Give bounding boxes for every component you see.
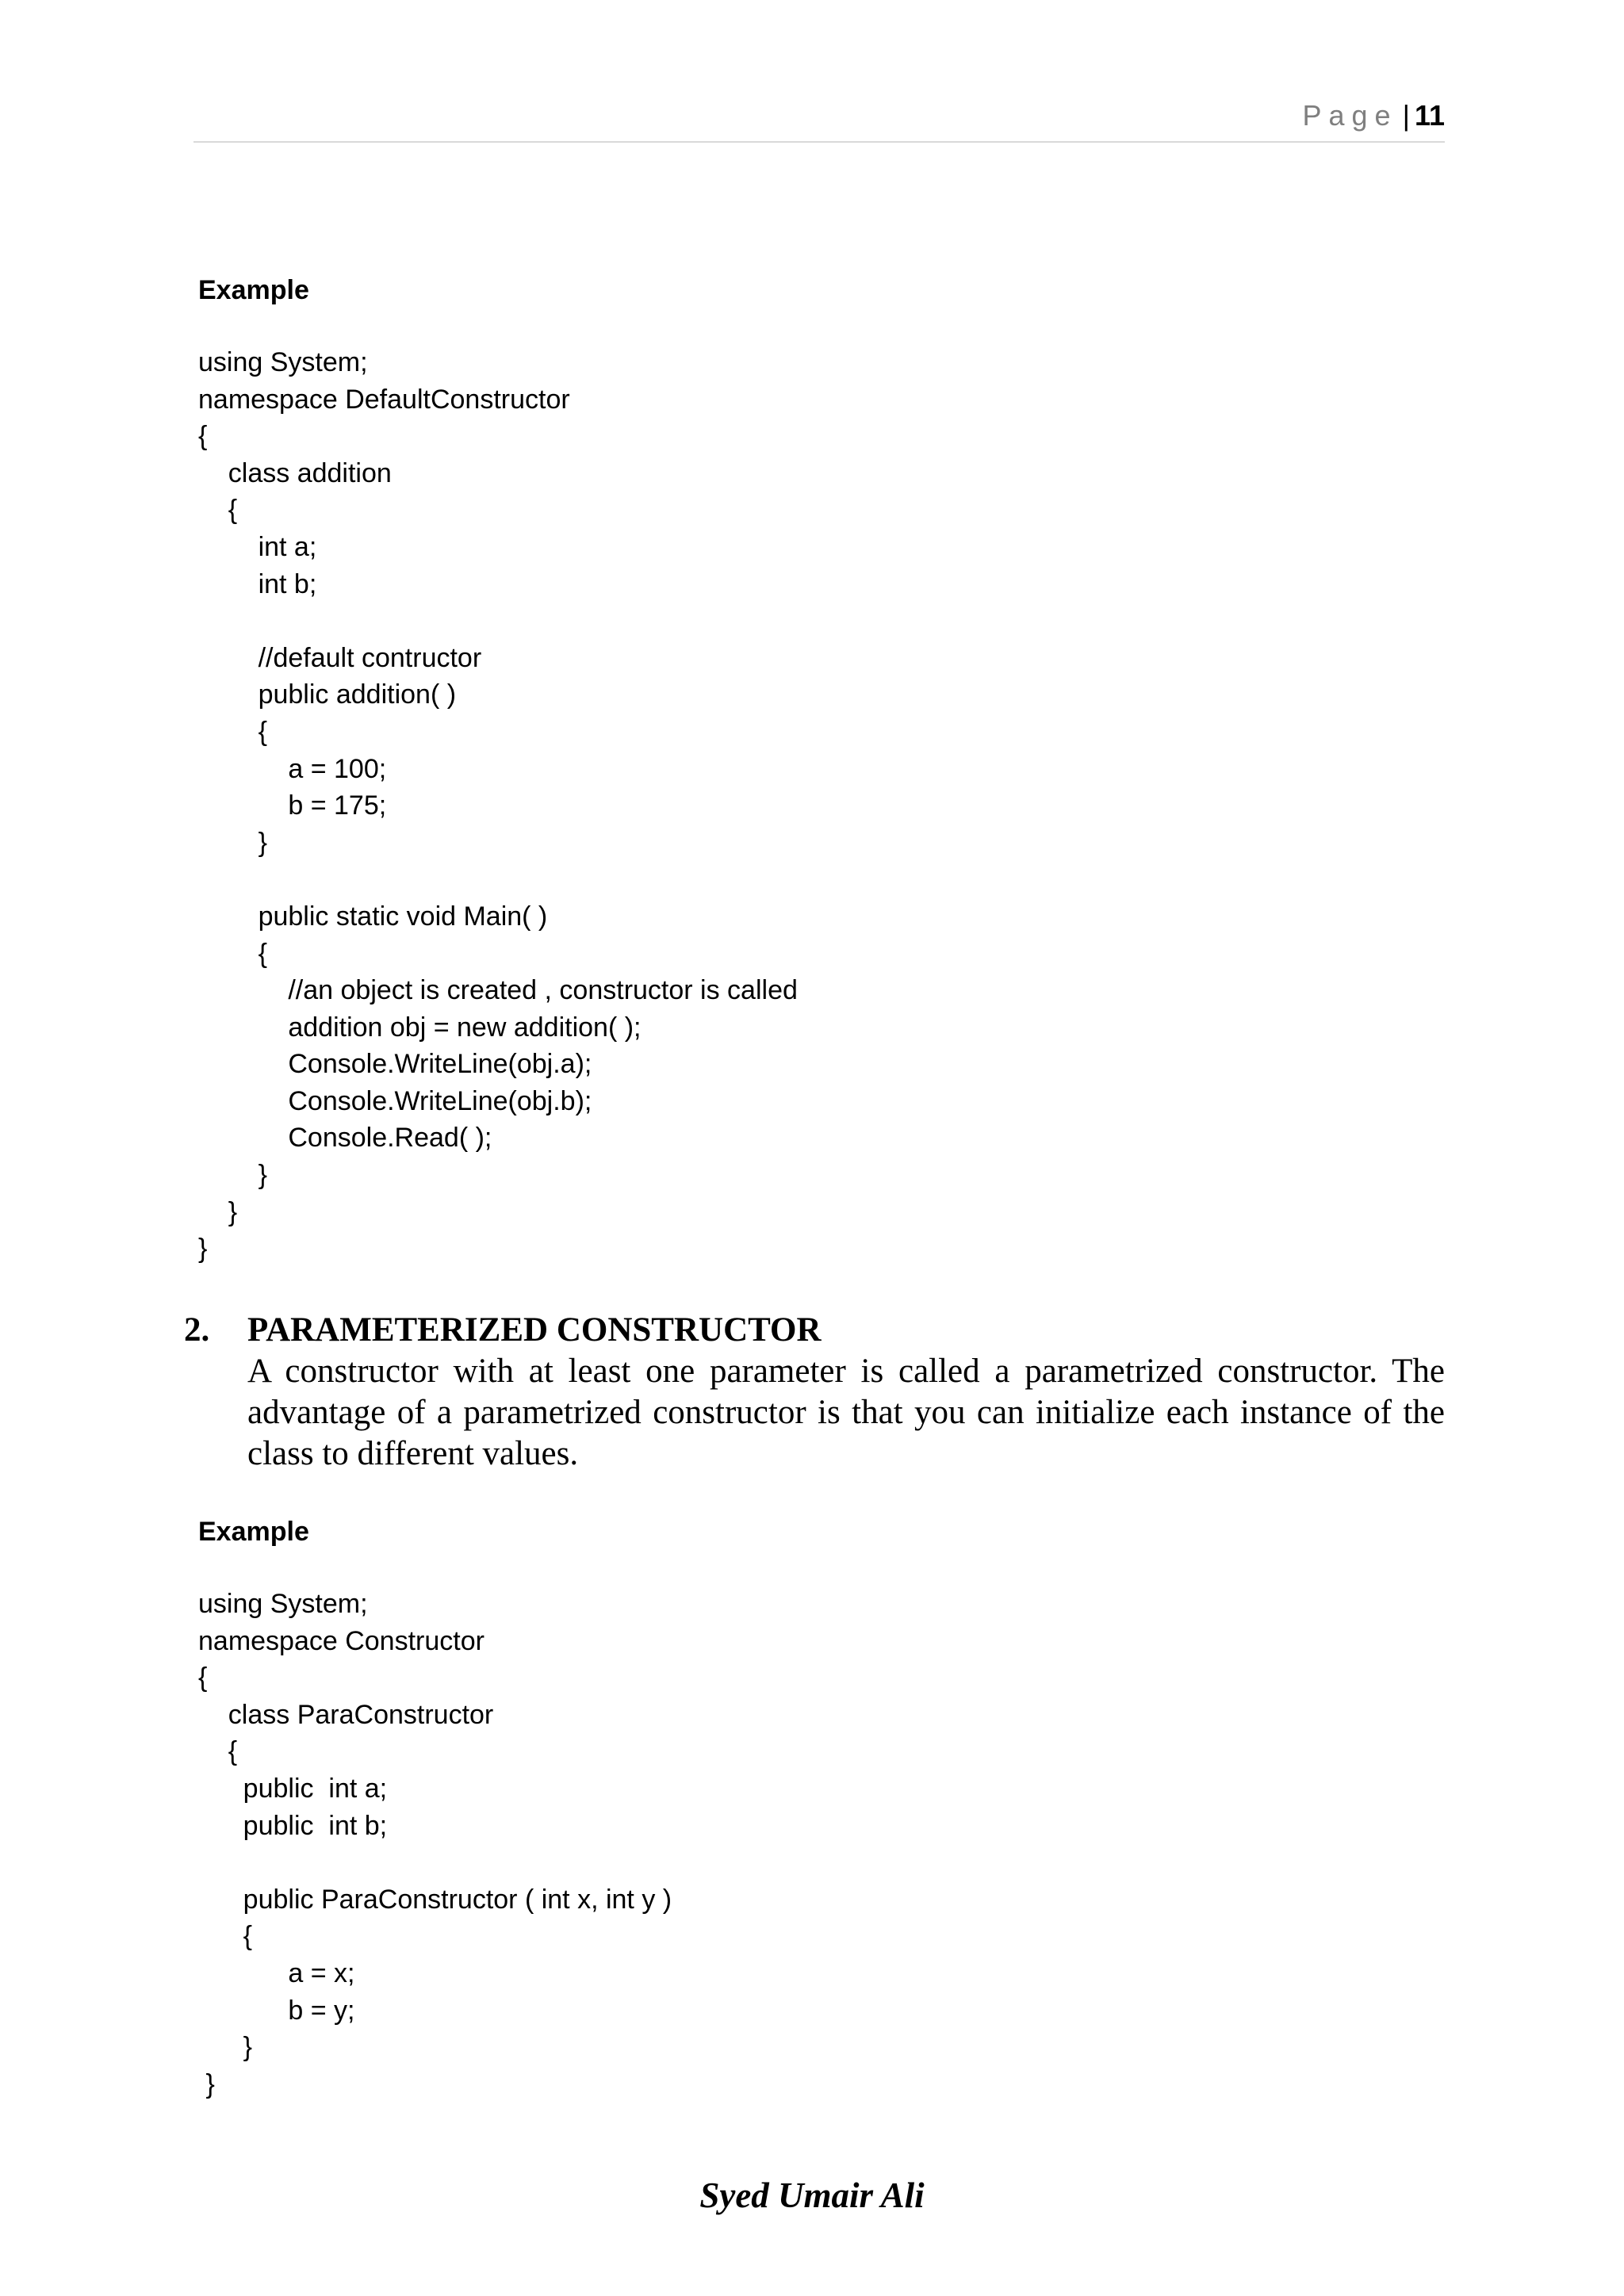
page-number: 11	[1414, 99, 1445, 132]
footer-author: Syed Umair Ali	[699, 2175, 925, 2215]
page-separator: |	[1402, 99, 1410, 132]
example-heading-1: Example	[198, 275, 309, 305]
page-number-label	[1303, 100, 1446, 132]
section-number: 2.	[184, 1311, 210, 1349]
page-word: Page	[1302, 99, 1398, 132]
section-body-text: A constructor with at least one parameter is called a parametrized constructor. The advantage of a parametrized constructor is that you can initialize each instance of the class to different values.	[247, 1353, 1445, 1472]
section-parameterized-constructor	[184, 1310, 1445, 1475]
page-header	[193, 95, 1445, 143]
code-block-parameterized-constructor: using System; namespace Constructor { class ParaConstructor { public int a; public int b; public ParaConstructor ( int x, int y ) { a = x; b = y; } }	[198, 1589, 672, 2099]
section-title: PARAMETERIZED CONSTRUCTOR	[247, 1311, 822, 1349]
section-heading	[184, 1310, 1445, 1351]
example-heading-2: Example	[198, 1517, 309, 1547]
code-block-default-constructor: using System; namespace DefaultConstructor { class addition { int a; int b; //default contructor public addition( ) { a = 100; b = 175; } public static void Main( ) { //an object is created , constructor is called addition obj = new addition( ); Console.WriteLine(obj.a); Console.WriteLine(obj.b); Console.Read( ); } } }	[198, 347, 798, 1265]
